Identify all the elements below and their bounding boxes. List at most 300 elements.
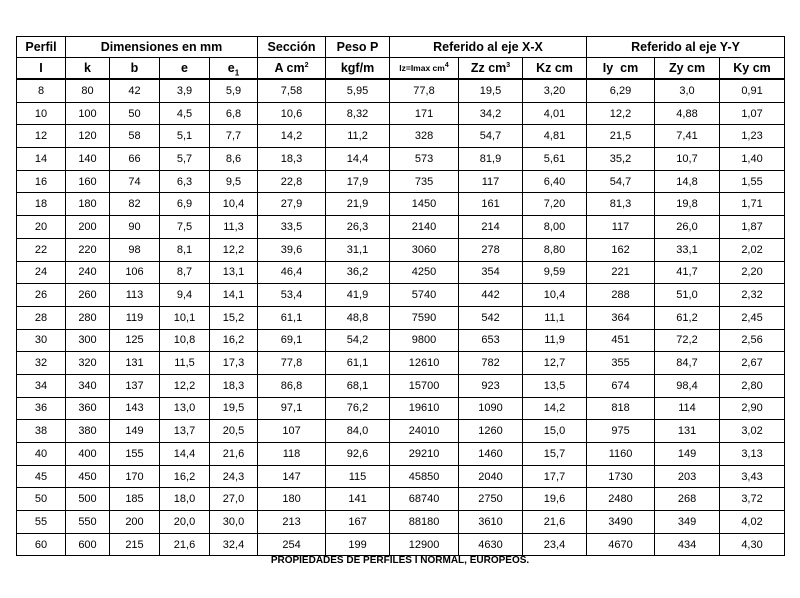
cell-e: 7,5 [160,216,210,239]
cell-b: 90 [110,216,160,239]
cell-zy: 3,0 [655,79,720,102]
cell-b: 74 [110,170,160,193]
cell-peso: 92,6 [326,443,390,466]
cell-iz: 77,8 [390,79,459,102]
cell-k: 380 [66,420,110,443]
cell-iz: 68740 [390,488,459,511]
cell-iz: 9800 [390,329,459,352]
cell-seccion: 147 [258,465,326,488]
cell-ky: 2,90 [720,397,785,420]
cell-kz: 4,81 [523,125,587,148]
profile-properties-table-wrapper [16,36,784,556]
cell-e1: 10,4 [210,193,258,216]
cell-k: 360 [66,397,110,420]
cell-ky: 4,02 [720,511,785,534]
cell-ky: 2,02 [720,238,785,261]
cell-seccion: 10,6 [258,102,326,125]
cell-kz: 17,7 [523,465,587,488]
cell-peso: 115 [326,465,390,488]
header-b: b [110,58,160,80]
cell-zz: 81,9 [459,148,523,171]
cell-e1: 16,2 [210,329,258,352]
cell-seccion: 39,6 [258,238,326,261]
cell-b: 185 [110,488,160,511]
cell-e: 9,4 [160,284,210,307]
header-dimensiones: Dimensiones en mm [66,37,258,58]
cell-zz: 54,7 [459,125,523,148]
cell-peso: 76,2 [326,397,390,420]
table-row [17,125,785,148]
cell-ky: 3,72 [720,488,785,511]
cell-iy: 81,3 [587,193,655,216]
cell-iz: 24010 [390,420,459,443]
cell-zy: 19,8 [655,193,720,216]
cell-k: 220 [66,238,110,261]
cell-e: 12,2 [160,374,210,397]
cell-ky: 1,23 [720,125,785,148]
cell-peso: 11,2 [326,125,390,148]
cell-peso: 141 [326,488,390,511]
header-k: k [66,58,110,80]
cell-kz: 15,0 [523,420,587,443]
cell-e: 11,5 [160,352,210,375]
header-seccion-unit-sup: 2 [304,61,309,69]
cell-e: 3,9 [160,79,210,102]
cell-iz: 2140 [390,216,459,239]
cell-iy: 451 [587,329,655,352]
cell-kz: 6,40 [523,170,587,193]
cell-iz: 5740 [390,284,459,307]
cell-e: 4,5 [160,102,210,125]
cell-ky: 2,56 [720,329,785,352]
header-eje-y: Referido al eje Y-Y [587,37,785,58]
cell-e1: 14,1 [210,284,258,307]
table-row [17,79,785,102]
cell-zz: 542 [459,306,523,329]
cell-k: 600 [66,533,110,556]
header-kz: Kz cm [523,58,587,80]
cell-kz: 8,80 [523,238,587,261]
cell-e1: 15,2 [210,306,258,329]
cell-iz: 573 [390,148,459,171]
cell-b: 42 [110,79,160,102]
cell-peso: 8,32 [326,102,390,125]
cell-kz: 4,01 [523,102,587,125]
cell-iy: 2480 [587,488,655,511]
cell-k: 180 [66,193,110,216]
cell-iy: 12,2 [587,102,655,125]
cell-iy: 4670 [587,533,655,556]
cell-seccion: 46,4 [258,261,326,284]
cell-peso: 199 [326,533,390,556]
cell-perfil: 24 [17,261,66,284]
cell-ky: 2,32 [720,284,785,307]
cell-iy: 117 [587,216,655,239]
cell-iy: 1160 [587,443,655,466]
cell-iy: 54,7 [587,170,655,193]
header-iz-sup: 4 [444,62,449,70]
header-iz [390,58,459,80]
cell-ky: 2,80 [720,374,785,397]
cell-perfil: 12 [17,125,66,148]
cell-zy: 26,0 [655,216,720,239]
header-perfil-sub: I [17,58,66,80]
cell-kz: 9,59 [523,261,587,284]
cell-perfil: 14 [17,148,66,171]
table-row [17,306,785,329]
cell-b: 155 [110,443,160,466]
cell-zz: 653 [459,329,523,352]
cell-b: 50 [110,102,160,125]
table-row [17,193,785,216]
cell-e: 8,7 [160,261,210,284]
cell-iz: 19610 [390,397,459,420]
cell-kz: 11,9 [523,329,587,352]
header-e: e [160,58,210,80]
table-row [17,261,785,284]
cell-e: 10,1 [160,306,210,329]
cell-zy: 4,88 [655,102,720,125]
cell-b: 200 [110,511,160,534]
cell-perfil: 16 [17,170,66,193]
cell-e1: 20,5 [210,420,258,443]
table-row [17,329,785,352]
cell-zz: 782 [459,352,523,375]
cell-k: 450 [66,465,110,488]
cell-zz: 161 [459,193,523,216]
header-peso: Peso P [326,37,390,58]
cell-e1: 24,3 [210,465,258,488]
cell-perfil: 22 [17,238,66,261]
cell-seccion: 61,1 [258,306,326,329]
cell-iy: 818 [587,397,655,420]
profile-properties-table [16,36,785,556]
table-row [17,102,785,125]
table-row [17,352,785,375]
cell-iz: 45850 [390,465,459,488]
cell-b: 143 [110,397,160,420]
cell-zy: 41,7 [655,261,720,284]
header-zz-text: Zz cm [470,61,507,75]
header-ky: Ky cm [720,58,785,80]
table-row [17,465,785,488]
header-zz [459,58,523,80]
cell-e: 20,0 [160,511,210,534]
cell-peso: 26,3 [326,216,390,239]
cell-zy: 131 [655,420,720,443]
header-perfil: Perfil [17,37,66,58]
cell-k: 80 [66,79,110,102]
cell-seccion: 33,5 [258,216,326,239]
cell-perfil: 45 [17,465,66,488]
cell-iy: 3490 [587,511,655,534]
cell-zz: 19,5 [459,79,523,102]
cell-zy: 7,41 [655,125,720,148]
cell-perfil: 32 [17,352,66,375]
cell-seccion: 86,8 [258,374,326,397]
cell-e: 18,0 [160,488,210,511]
cell-b: 58 [110,125,160,148]
cell-zz: 278 [459,238,523,261]
cell-b: 119 [110,306,160,329]
cell-peso: 68,1 [326,374,390,397]
table-row [17,284,785,307]
cell-zy: 72,2 [655,329,720,352]
cell-seccion: 77,8 [258,352,326,375]
cell-iy: 364 [587,306,655,329]
cell-iz: 171 [390,102,459,125]
cell-kz: 5,61 [523,148,587,171]
cell-zz: 354 [459,261,523,284]
cell-b: 106 [110,261,160,284]
cell-iz: 3060 [390,238,459,261]
table-body [17,79,785,556]
cell-ky: 1,71 [720,193,785,216]
cell-k: 550 [66,511,110,534]
cell-ky: 3,13 [720,443,785,466]
cell-k: 160 [66,170,110,193]
cell-e1: 30,0 [210,511,258,534]
cell-iy: 35,2 [587,148,655,171]
header-e1 [210,58,258,80]
cell-kz: 13,5 [523,374,587,397]
cell-k: 280 [66,306,110,329]
cell-kz: 7,20 [523,193,587,216]
cell-zy: 14,8 [655,170,720,193]
table-row [17,397,785,420]
header-row-bottom [17,58,785,80]
cell-peso: 5,95 [326,79,390,102]
cell-perfil: 30 [17,329,66,352]
cell-k: 500 [66,488,110,511]
cell-seccion: 107 [258,420,326,443]
header-zy: Zy cm [655,58,720,80]
cell-seccion: 213 [258,511,326,534]
table-row [17,374,785,397]
cell-zz: 2040 [459,465,523,488]
cell-e: 6,3 [160,170,210,193]
cell-ky: 2,67 [720,352,785,375]
cell-ky: 1,07 [720,102,785,125]
cell-e1: 17,3 [210,352,258,375]
cell-ky: 0,91 [720,79,785,102]
cell-perfil: 18 [17,193,66,216]
header-seccion-unit-text: A cm [274,61,305,75]
header-e1-base: e [227,61,235,75]
cell-e1: 5,9 [210,79,258,102]
cell-iz: 29210 [390,443,459,466]
cell-perfil: 50 [17,488,66,511]
cell-e: 5,1 [160,125,210,148]
cell-peso: 36,2 [326,261,390,284]
cell-zz: 1090 [459,397,523,420]
cell-e: 6,9 [160,193,210,216]
cell-peso: 84,0 [326,420,390,443]
table-row [17,488,785,511]
cell-seccion: 118 [258,443,326,466]
cell-e1: 8,6 [210,148,258,171]
cell-e: 16,2 [160,465,210,488]
cell-zz: 3610 [459,511,523,534]
cell-zy: 61,2 [655,306,720,329]
cell-zy: 349 [655,511,720,534]
cell-peso: 61,1 [326,352,390,375]
cell-peso: 14,4 [326,148,390,171]
cell-e1: 19,5 [210,397,258,420]
cell-seccion: 18,3 [258,148,326,171]
cell-perfil: 40 [17,443,66,466]
cell-perfil: 38 [17,420,66,443]
cell-iz: 4250 [390,261,459,284]
cell-ky: 2,20 [720,261,785,284]
cell-e1: 6,8 [210,102,258,125]
cell-b: 131 [110,352,160,375]
cell-e1: 18,3 [210,374,258,397]
cell-e: 10,8 [160,329,210,352]
header-row-top [17,37,785,58]
cell-peso: 31,1 [326,238,390,261]
cell-b: 149 [110,420,160,443]
cell-e: 13,7 [160,420,210,443]
cell-k: 340 [66,374,110,397]
cell-zz: 34,2 [459,102,523,125]
cell-seccion: 180 [258,488,326,511]
header-seccion: Sección [258,37,326,58]
header-e1-sub: 1 [234,68,240,78]
cell-perfil: 55 [17,511,66,534]
cell-k: 240 [66,261,110,284]
cell-perfil: 28 [17,306,66,329]
cell-e1: 12,2 [210,238,258,261]
cell-zy: 268 [655,488,720,511]
cell-kz: 10,4 [523,284,587,307]
cell-b: 125 [110,329,160,352]
header-peso-unit: kgf/m [326,58,390,80]
cell-iz: 1450 [390,193,459,216]
cell-iy: 1730 [587,465,655,488]
cell-zy: 51,0 [655,284,720,307]
cell-b: 98 [110,238,160,261]
header-iy: Iy cm [587,58,655,80]
cell-iy: 221 [587,261,655,284]
cell-k: 100 [66,102,110,125]
cell-zy: 84,7 [655,352,720,375]
cell-kz: 12,7 [523,352,587,375]
cell-ky: 4,30 [720,533,785,556]
cell-zz: 1460 [459,443,523,466]
cell-perfil: 8 [17,79,66,102]
cell-iy: 674 [587,374,655,397]
header-zz-sup: 3 [506,61,511,69]
cell-seccion: 254 [258,533,326,556]
cell-peso: 48,8 [326,306,390,329]
cell-peso: 17,9 [326,170,390,193]
cell-zy: 149 [655,443,720,466]
cell-k: 320 [66,352,110,375]
cell-zy: 434 [655,533,720,556]
cell-b: 66 [110,148,160,171]
cell-e: 5,7 [160,148,210,171]
cell-seccion: 14,2 [258,125,326,148]
cell-zy: 10,7 [655,148,720,171]
table-row [17,148,785,171]
cell-zz: 4630 [459,533,523,556]
cell-perfil: 60 [17,533,66,556]
cell-seccion: 7,58 [258,79,326,102]
cell-k: 200 [66,216,110,239]
cell-kz: 8,00 [523,216,587,239]
cell-b: 82 [110,193,160,216]
cell-iy: 21,5 [587,125,655,148]
cell-e1: 7,7 [210,125,258,148]
cell-e: 13,0 [160,397,210,420]
cell-zz: 1260 [459,420,523,443]
cell-k: 260 [66,284,110,307]
cell-zz: 442 [459,284,523,307]
cell-zy: 203 [655,465,720,488]
cell-iy: 355 [587,352,655,375]
cell-e: 14,4 [160,443,210,466]
cell-k: 140 [66,148,110,171]
cell-e1: 9,5 [210,170,258,193]
table-row [17,238,785,261]
cell-iy: 975 [587,420,655,443]
cell-zz: 117 [459,170,523,193]
cell-zz: 923 [459,374,523,397]
cell-seccion: 22,8 [258,170,326,193]
cell-zy: 33,1 [655,238,720,261]
cell-e: 21,6 [160,533,210,556]
cell-iz: 328 [390,125,459,148]
cell-iz: 12610 [390,352,459,375]
cell-iz: 88180 [390,511,459,534]
table-row [17,443,785,466]
cell-kz: 3,20 [523,79,587,102]
cell-iz: 15700 [390,374,459,397]
cell-kz: 19,6 [523,488,587,511]
cell-kz: 15,7 [523,443,587,466]
table-caption: PROPIEDADES DE PERFILES I NORMAL, EUROPEOS. [270,555,530,566]
cell-perfil: 36 [17,397,66,420]
cell-k: 120 [66,125,110,148]
cell-kz: 14,2 [523,397,587,420]
cell-kz: 21,6 [523,511,587,534]
cell-b: 170 [110,465,160,488]
cell-seccion: 69,1 [258,329,326,352]
cell-kz: 23,4 [523,533,587,556]
cell-perfil: 20 [17,216,66,239]
cell-kz: 11,1 [523,306,587,329]
cell-b: 137 [110,374,160,397]
cell-perfil: 10 [17,102,66,125]
cell-iy: 162 [587,238,655,261]
cell-iz: 735 [390,170,459,193]
cell-seccion: 27,9 [258,193,326,216]
cell-perfil: 26 [17,284,66,307]
cell-e1: 13,1 [210,261,258,284]
table-row [17,170,785,193]
cell-ky: 2,45 [720,306,785,329]
cell-e1: 11,3 [210,216,258,239]
cell-seccion: 53,4 [258,284,326,307]
header-seccion-unit [258,58,326,80]
cell-seccion: 97,1 [258,397,326,420]
cell-e1: 21,6 [210,443,258,466]
cell-e1: 27,0 [210,488,258,511]
cell-ky: 1,87 [720,216,785,239]
cell-ky: 3,02 [720,420,785,443]
cell-ky: 1,40 [720,148,785,171]
